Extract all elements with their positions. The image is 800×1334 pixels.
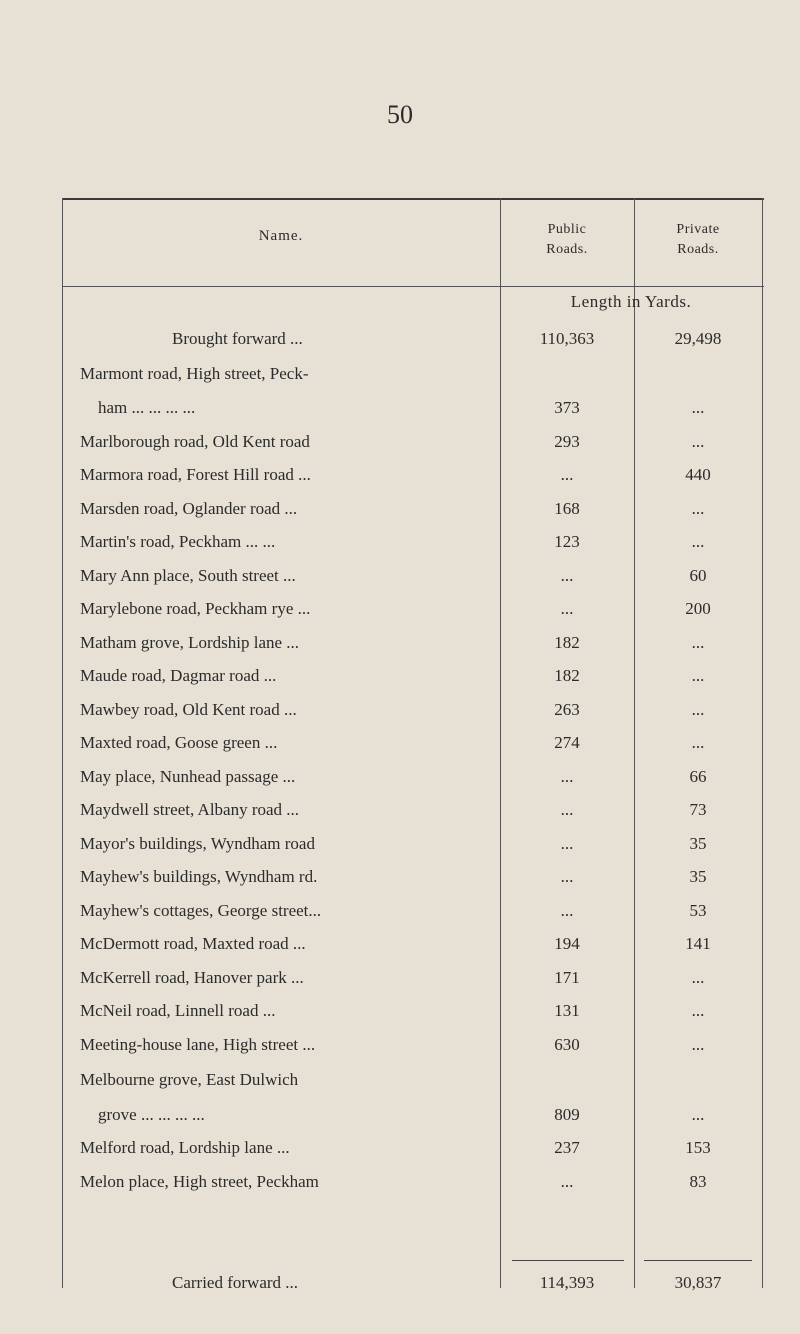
row-public: ... — [560, 566, 574, 585]
row-public: 194 — [554, 934, 580, 953]
row-name: Marmont road, High street, Peck- — [80, 364, 309, 383]
row-name: Marylebone road, Peckham rye ... — [80, 599, 311, 618]
row-public: 809 — [554, 1105, 580, 1124]
table-row — [62, 629, 764, 659]
total-rule-public — [512, 1260, 624, 1261]
row-private: ... — [691, 532, 705, 551]
row-private: 30,837 — [674, 1273, 722, 1292]
table-row — [62, 1101, 764, 1131]
table-row — [62, 930, 764, 960]
row-name: Melbourne grove, East Dulwich — [80, 1070, 299, 1089]
row-name: Brought forward ... — [172, 329, 303, 348]
row-public: ... — [560, 800, 574, 819]
row-name: ham ... ... ... ... — [98, 398, 196, 417]
row-private: 141 — [685, 934, 711, 953]
row-name: McDermott road, Maxted road ... — [80, 934, 306, 953]
table-row — [62, 1031, 764, 1061]
row-name: Mayhew's buildings, Wyndham rd. — [80, 867, 318, 886]
row-name: Melford road, Lordship lane ... — [80, 1138, 290, 1157]
table-row — [62, 394, 764, 424]
header-public-line1: Public — [547, 222, 587, 237]
table-row — [62, 662, 764, 692]
table-row — [62, 964, 764, 994]
table-row — [62, 897, 764, 927]
header-private-roads — [634, 220, 762, 260]
row-name: Mary Ann place, South street ... — [80, 566, 296, 585]
row-name: Marmora road, Forest Hill road ... — [80, 465, 311, 484]
row-name: Carried forward ... — [172, 1273, 299, 1292]
row-private: ... — [691, 1105, 705, 1124]
row-public: ... — [560, 599, 574, 618]
row-public: 630 — [554, 1035, 580, 1054]
row-name: Marsden road, Oglander road ... — [80, 499, 298, 518]
row-private: 35 — [689, 834, 707, 853]
row-private: 153 — [685, 1138, 711, 1157]
table-row — [62, 360, 764, 390]
table-row — [62, 495, 764, 525]
row-public: 171 — [554, 968, 580, 987]
table-row — [62, 830, 764, 860]
row-public: ... — [560, 1172, 574, 1191]
table-row-total — [62, 1269, 764, 1299]
row-name: Matham grove, Lordship lane ... — [80, 633, 300, 652]
row-public: 182 — [554, 633, 580, 652]
row-private: 73 — [689, 800, 707, 819]
row-public: ... — [560, 867, 574, 886]
header-public-roads — [500, 220, 634, 260]
table-row — [62, 796, 764, 826]
row-private: ... — [691, 432, 705, 451]
header-private-line2: Roads. — [677, 242, 719, 257]
row-private: 440 — [685, 465, 711, 484]
row-public: 131 — [554, 1001, 580, 1020]
row-name: Meeting-house lane, High street ... — [80, 1035, 316, 1054]
row-name: Mayhew's cottages, George street... — [80, 901, 322, 920]
row-name: grove ... ... ... ... — [98, 1105, 205, 1124]
row-public: 114,393 — [539, 1273, 595, 1292]
row-private: 35 — [689, 867, 707, 886]
roads-table — [62, 198, 764, 1292]
table-top-rule — [62, 198, 764, 200]
row-name: McNeil road, Linnell road ... — [80, 1001, 276, 1020]
table-row — [62, 863, 764, 893]
table-row — [62, 595, 764, 625]
row-name: Marlborough road, Old Kent road — [80, 432, 310, 451]
row-private: ... — [691, 633, 705, 652]
header-public-line2: Roads. — [546, 242, 588, 257]
table-row — [62, 461, 764, 491]
row-private: ... — [691, 666, 705, 685]
table-row — [62, 997, 764, 1027]
row-public: ... — [560, 767, 574, 786]
table-row — [62, 763, 764, 793]
table-row — [62, 562, 764, 592]
row-name: May place, Nunhead passage ... — [80, 767, 296, 786]
header-private-line1: Private — [676, 222, 720, 237]
row-public: ... — [560, 834, 574, 853]
row-name: McKerrell road, Hanover park ... — [80, 968, 304, 987]
table-row — [62, 528, 764, 558]
row-private: ... — [691, 1035, 705, 1054]
row-public: 293 — [554, 432, 580, 451]
row-name: Martin's road, Peckham ... ... — [80, 532, 276, 551]
row-private: 53 — [689, 901, 707, 920]
header-rule — [62, 286, 764, 287]
row-public: 182 — [554, 666, 580, 685]
row-public: 168 — [554, 499, 580, 518]
table-row — [62, 696, 764, 726]
row-private: ... — [691, 398, 705, 417]
row-public: 373 — [554, 398, 580, 417]
total-rule-private — [644, 1260, 752, 1261]
units-label: Length in Yards. — [570, 292, 692, 311]
row-private: ... — [691, 499, 705, 518]
row-public: ... — [560, 901, 574, 920]
row-private: 29,498 — [674, 329, 722, 348]
row-private: 66 — [689, 767, 707, 786]
row-name: Melon place, High street, Peckham — [80, 1172, 319, 1191]
page-number: 50 — [387, 100, 413, 129]
row-name: Mayor's buildings, Wyndham road — [80, 834, 315, 853]
table-row — [62, 1134, 764, 1164]
table-row — [62, 1066, 764, 1096]
row-public: ... — [560, 465, 574, 484]
row-private: ... — [691, 700, 705, 719]
row-private: ... — [691, 733, 705, 752]
row-name: Mawbey road, Old Kent road ... — [80, 700, 297, 719]
table-row — [62, 729, 764, 759]
row-private: ... — [691, 1001, 705, 1020]
row-private: 83 — [689, 1172, 707, 1191]
table-row — [62, 325, 764, 355]
table-row — [62, 1168, 764, 1198]
row-name: Maude road, Dagmar road ... — [80, 666, 277, 685]
row-private: 60 — [689, 566, 707, 585]
row-public: 123 — [554, 532, 580, 551]
row-public: 274 — [554, 733, 580, 752]
row-name: Maxted road, Goose green ... — [80, 733, 278, 752]
table-row — [62, 428, 764, 458]
row-public: 110,363 — [539, 329, 595, 348]
row-public: 263 — [554, 700, 580, 719]
row-private: ... — [691, 968, 705, 987]
row-private: 200 — [685, 599, 711, 618]
row-name: Maydwell street, Albany road ... — [80, 800, 300, 819]
header-name: Name. — [258, 228, 304, 244]
row-public: 237 — [554, 1138, 580, 1157]
